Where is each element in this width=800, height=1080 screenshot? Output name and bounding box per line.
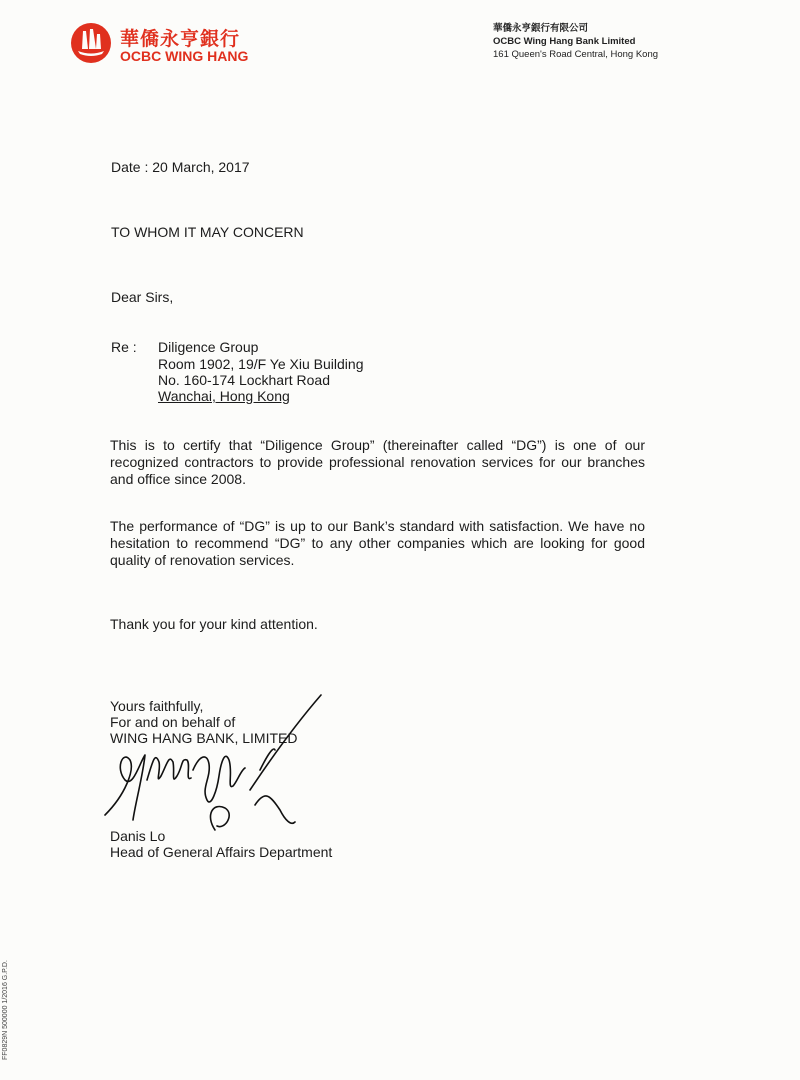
address-bank-name: OCBC Wing Hang Bank Limited	[493, 36, 636, 47]
re-label: Re :	[111, 339, 137, 355]
form-code	[2, 960, 14, 1065]
closing: Yours faithfully,	[110, 698, 204, 714]
junk-boat-logo-icon	[70, 22, 112, 64]
logo-winghang-text: WING HANG	[161, 48, 249, 64]
logo-chinese-text: 華僑永亨銀行	[120, 28, 241, 50]
logo-english-text	[120, 48, 248, 64]
paragraph-certification: This is to certify that “Diligence Group” (thereinafter called “DG”) is one of our recognized contractors to provide professional renovation services for our branches and office since 2008.	[110, 437, 645, 487]
company-name: WING HANG BANK, LIMITED	[110, 730, 298, 746]
form-code-text: FF0829N 500000 1/2016 G.P.D.	[2, 960, 9, 1060]
letterhead-address	[493, 22, 658, 61]
signatory-name: Danis Lo	[110, 828, 166, 844]
address-chinese-name: 華僑永亨銀行有限公司	[493, 23, 589, 34]
address-street: 161 Queen's Road Central, Hong Kong	[493, 49, 659, 60]
logo-ocbc-text: OCBC	[120, 48, 162, 64]
re-line: Diligence Group	[158, 339, 259, 355]
paragraph-recommendation: The performance of “DG” is up to our Bank’s standard with satisfaction. We have no hesitation to recommend “DG” to any other companies which are looking for good quality of renovation services.	[110, 518, 645, 568]
re-line: No. 160-174 Lockhart Road	[158, 372, 330, 388]
re-line: Room 1902, 19/F Ye Xiu Building	[158, 356, 364, 372]
letter-heading: TO WHOM IT MAY CONCERN	[111, 224, 304, 240]
on-behalf-line: For and on behalf of	[110, 714, 236, 730]
salutation: Dear Sirs,	[111, 289, 174, 305]
bank-logo	[70, 20, 255, 70]
re-line: Wanchai, Hong Kong	[158, 388, 290, 404]
thanks-line: Thank you for your kind attention.	[110, 616, 318, 632]
signatory-title: Head of General Affairs Department	[110, 844, 333, 860]
letter-date: Date : 20 March, 2017	[111, 159, 250, 175]
handwritten-signature	[95, 690, 325, 840]
